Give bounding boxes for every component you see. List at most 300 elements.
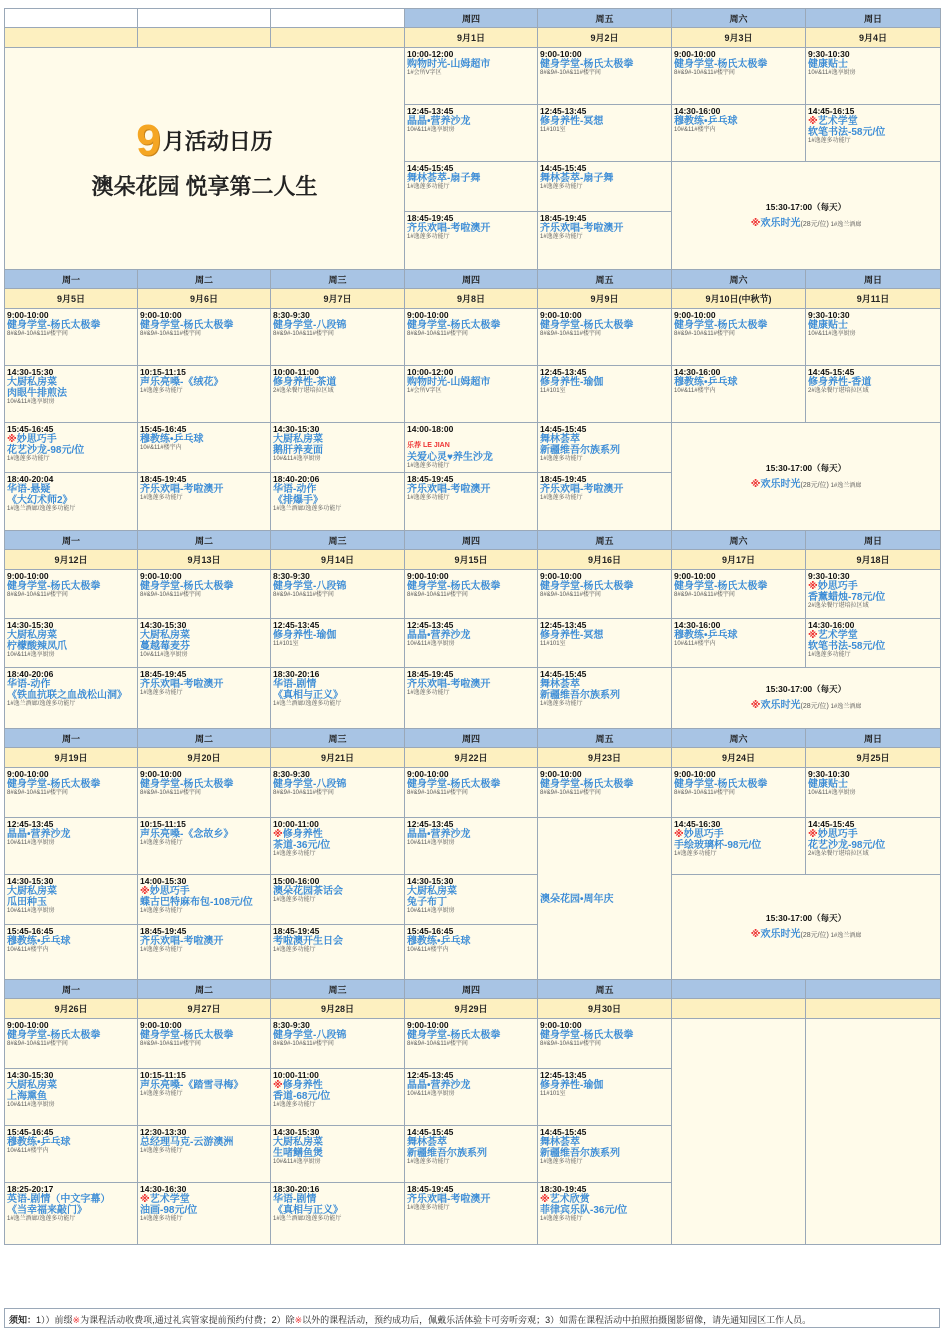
day-cell-wed: [271, 668, 405, 729]
day-cell-sun: [806, 570, 941, 619]
day-cell-fri: [538, 309, 672, 366]
event-location: 1#逸莲多功能厅: [674, 851, 717, 858]
event-location: 10#&11#逸享厨房: [808, 331, 856, 338]
event-name: [273, 1137, 402, 1148]
event-name-text: 晶晶•营养沙龙: [407, 630, 471, 642]
event-location: 1#逸莲多功能厅: [540, 184, 583, 191]
date-sat: 9月24日: [672, 748, 806, 768]
day-cell-sun: [806, 105, 941, 162]
event-name: [140, 1194, 268, 1205]
event-time: 14:45-15:45: [407, 163, 454, 173]
weekday-sat: 周六: [672, 270, 806, 289]
event-location: 1#逸莲多功能厅: [140, 840, 183, 847]
paid-mark-icon: ※: [750, 700, 761, 711]
day-cell-mon: [5, 1019, 138, 1069]
event-location: 10#&11#楼宇内: [7, 947, 49, 954]
event-name-text: 华语-剧情: [273, 679, 317, 691]
day-cell-fri: [538, 162, 672, 212]
event-item: [538, 309, 671, 338]
event-location: 1#逸莲多功能厅: [273, 947, 316, 954]
day-cell-fri: [538, 473, 672, 531]
event-location: 10#&11#楼宇内: [674, 388, 716, 395]
event-name-text: 声乐亮嗓-《念故乡》: [140, 829, 234, 841]
event-item: [672, 366, 805, 395]
event-item: [138, 1069, 270, 1098]
event-item: [405, 366, 537, 395]
event-name-text: 健身学堂-杨氏太极拳: [674, 320, 768, 332]
event-location: 1#逸莲多功能厅: [140, 947, 183, 954]
event-item: [405, 818, 537, 847]
event-time: 9:00-10:00: [407, 1020, 449, 1030]
event-name-text: 健身学堂-杨氏太极拳: [140, 320, 234, 332]
date-tue: 9月13日: [138, 550, 271, 570]
event-location: 10#&11#逸享厨房: [7, 908, 55, 915]
event-location: 8#&9#-10#&11#楼宇间: [140, 331, 201, 338]
event-name: [273, 1194, 402, 1205]
event-location: 1#逸莲多功能厅: [273, 1102, 316, 1109]
event-location: 1#逸兰酒廊/逸莲多功能厅: [7, 506, 76, 513]
event-name: [140, 886, 268, 897]
event-row: [5, 366, 941, 423]
event-time: 9:00-10:00: [674, 769, 716, 779]
event-location: 10#&11#逸享厨房: [808, 70, 856, 77]
event-name-text: 舞林荟萃: [407, 1137, 447, 1149]
weekday-sat: [672, 980, 806, 999]
event-location: 1#逸莲多功能厅: [140, 1148, 183, 1155]
daily-name: 欢乐时光: [760, 478, 801, 490]
event-item: [5, 423, 137, 463]
event-time: 14:30-15:30: [7, 367, 54, 377]
event-name: [140, 581, 268, 592]
event-name-text: 健身学堂-杨氏太极拳: [140, 581, 234, 593]
day-cell-fri: [538, 1019, 672, 1069]
day-cell-tue: [138, 1183, 271, 1245]
day-cell-mon: [5, 570, 138, 619]
event-time: 18:45-19:45: [407, 213, 454, 223]
event-name: [407, 484, 535, 495]
event-time: 14:45-16:15: [808, 106, 855, 116]
event-time: 14:00-18:00: [407, 424, 454, 434]
event-location: 10#&11#楼宇内: [7, 1148, 49, 1155]
date-wed: 9月28日: [271, 999, 405, 1019]
event-name: [7, 1080, 135, 1091]
event-name: [407, 829, 535, 840]
event-name-text: 考啦澳开生日会: [273, 936, 343, 948]
event-time: 18:45-19:45: [407, 1184, 454, 1194]
event-item: [271, 1126, 404, 1166]
day-cell-wed: [271, 1019, 405, 1069]
date-sat: 9月10日(中秋节): [672, 289, 806, 309]
event-time: 18:45-19:45: [407, 669, 454, 679]
event-name: [540, 223, 669, 234]
day-cell-thu: [405, 619, 538, 668]
date-thu: 9月8日: [405, 289, 538, 309]
event-item: [405, 570, 537, 599]
empty-cell: [672, 1019, 806, 1245]
event-time: 9:00-10:00: [540, 49, 582, 59]
event-name-text: 健身学堂-杨氏太极拳: [540, 581, 634, 593]
day-cell-tue: [138, 473, 271, 531]
event-time: 9:00-10:00: [674, 310, 716, 320]
event-time: 14:30-15:30: [7, 876, 54, 886]
weekday-tue: 周二: [138, 980, 271, 999]
day-cell-fri: [538, 1183, 672, 1245]
event-name-text: 艺术学堂: [149, 1194, 190, 1206]
event-location: 10#&11#逸享厨房: [140, 652, 188, 659]
event-name: [7, 1137, 135, 1148]
event-time: 14:30-15:30: [7, 620, 54, 630]
date-fri: 9月16日: [538, 550, 672, 570]
event-location: 8#&9#-10#&11#楼宇间: [7, 790, 68, 797]
weekday-sun: [806, 980, 941, 999]
daily-happy-hour: [672, 423, 941, 531]
event-item: [538, 48, 671, 77]
event-location: 10#&11#逸享厨房: [407, 127, 455, 134]
event-time: 9:00-10:00: [540, 310, 582, 320]
event-time: 18:45-19:45: [540, 213, 587, 223]
daily-happy-hour: [672, 668, 941, 729]
event-location: 1#逸莲多功能厅: [540, 1216, 583, 1223]
day-cell-wed: [271, 1126, 405, 1183]
event-location: 8#&9#-10#&11#楼宇间: [540, 331, 601, 338]
event-item: [271, 925, 404, 954]
event-item: [138, 1183, 270, 1223]
event-time: 14:30-15:30: [407, 876, 454, 886]
event-location: 2#逸朵餐厅堪培拉区域: [808, 388, 869, 395]
event-location: 2#逸朵餐厅堪培拉区域: [808, 851, 869, 858]
event-item: [405, 875, 537, 915]
event-name: [540, 1080, 669, 1091]
event-item: [138, 668, 270, 697]
day-cell-thu: [405, 1069, 538, 1126]
event-item: [5, 818, 137, 847]
date-sat: 9月17日: [672, 550, 806, 570]
event-name-text: 齐乐欢唱-考啦澳开: [407, 223, 491, 235]
weekday-wed: 周三: [271, 980, 405, 999]
event-item: [138, 570, 270, 599]
event-location: 8#&9#-10#&11#楼宇间: [7, 1041, 68, 1048]
event-location: 8#&9#-10#&11#楼宇间: [140, 592, 201, 599]
event-name: [7, 679, 135, 690]
event-item: [271, 1019, 404, 1048]
event-subtitle: 软笔书法-58元/位: [808, 641, 886, 653]
daily-detail: [800, 222, 861, 228]
event-item: [5, 875, 137, 915]
calendar-table: [4, 8, 941, 1245]
event-item: [405, 162, 537, 191]
event-location: 2#逸朵餐厅堪培拉区域: [808, 603, 869, 610]
event-location: 1#逸莲多功能厅: [273, 897, 316, 904]
event-name-text: 购物时光-山姆超市: [407, 377, 491, 389]
event-name: [808, 116, 938, 127]
event-item: [5, 1183, 137, 1223]
event-time: 18:45-19:45: [140, 474, 187, 484]
daily-time: 15:30-17:00（每天）: [765, 462, 847, 473]
event-time: 9:00-10:00: [540, 571, 582, 581]
note-part2: 为课程活动收费项,通过礼宾管家提前预约付费；2）除: [80, 1315, 295, 1325]
event-name: [140, 679, 268, 690]
event-name-text: 齐乐欢唱-考啦澳开: [407, 484, 491, 496]
event-location: 10#&11#逸享厨房: [407, 840, 455, 847]
event-row: [5, 48, 941, 105]
event-name-text: 齐乐欢唱-考啦澳开: [540, 484, 624, 496]
day-cell-wed: [271, 1069, 405, 1126]
weekday-tue: 周二: [138, 729, 271, 748]
event-name: [407, 936, 535, 947]
event-name-text: 健身学堂-杨氏太极拳: [7, 320, 101, 332]
event-time: 12:30-13:30: [140, 1127, 187, 1137]
event-name-text: 大厨私房菜: [7, 886, 57, 898]
event-name: [7, 779, 135, 790]
event-item: [806, 619, 940, 659]
event-name-text: 妙思巧手: [817, 581, 858, 593]
event-subtitle: 上海熏鱼: [7, 1091, 47, 1103]
event-item: [806, 105, 940, 145]
event-subtitle: 《当幸福来敲门》: [7, 1205, 87, 1217]
event-subtitle: 手绘玻璃杯-98元/位: [674, 840, 762, 852]
event-time: 8:30-9:30: [273, 1020, 310, 1030]
event-location: 1#逸莲多功能厅: [407, 1159, 450, 1166]
date-fri: 9月9日: [538, 289, 672, 309]
date-thu: 9月15日: [405, 550, 538, 570]
event-name: [273, 1030, 402, 1041]
date-tue: 9月27日: [138, 999, 271, 1019]
day-cell-tue: [138, 1019, 271, 1069]
event-item: [271, 875, 404, 904]
event-name: [407, 630, 535, 641]
date-sat: 9月3日: [672, 28, 806, 48]
event-location: 8#&9#-10#&11#楼宇间: [407, 592, 468, 599]
event-subtitle: 《排爆手》: [273, 495, 323, 507]
event-subtitle: 兔子布丁: [407, 897, 447, 909]
event-item: [405, 212, 537, 241]
event-item: [806, 309, 940, 338]
weekday-header-row: [5, 531, 941, 550]
event-location: 8#&9#-10#&11#楼宇间: [407, 331, 468, 338]
weekday-wed: 周三: [271, 270, 405, 289]
event-name: [540, 1194, 669, 1205]
event-name-text: 齐乐欢唱-考啦澳开: [540, 223, 624, 235]
event-time: 10:00-12:00: [407, 367, 454, 377]
event-location: 10#&11#楼宇内: [674, 641, 716, 648]
paid-mark-icon: ※: [750, 478, 761, 490]
weekday-thu: 周四: [405, 531, 538, 550]
weekday-mon: 周一: [5, 980, 138, 999]
event-item: [5, 570, 137, 599]
event-item: [405, 768, 537, 797]
event-item: [5, 366, 137, 406]
event-item: [806, 818, 940, 858]
day-cell-thu: [405, 309, 538, 366]
weekday-mon: 周一: [5, 729, 138, 748]
paid-mark-icon: ※: [540, 1194, 550, 1206]
event-time: 10:15-11:15: [140, 819, 186, 829]
event-item: [672, 570, 805, 599]
event-item: [271, 818, 404, 858]
event-location: 1#逸莲多功能厅: [140, 1216, 183, 1223]
event-name-text: 修身养性: [282, 829, 323, 841]
date-mon: 9月12日: [5, 550, 138, 570]
day-cell-tue: [138, 423, 271, 473]
event-name: [540, 484, 669, 495]
event-name-text: 声乐亮嗓-《踏雪寻梅》: [140, 1080, 244, 1092]
day-cell-wed: [271, 473, 405, 531]
event-location: 8#&9#-10#&11#楼宇间: [7, 592, 68, 599]
event-time: 14:45-15:45: [540, 163, 587, 173]
day-cell-fri: [538, 366, 672, 423]
day-cell-sat: [672, 818, 806, 875]
day-cell-tue: [138, 309, 271, 366]
event-name-text: 穆教练•乒乓球: [7, 1137, 71, 1149]
event-name-text: 声乐亮嗓-《绒花》: [140, 377, 224, 389]
event-row: [5, 619, 941, 668]
event-name: [140, 1030, 268, 1041]
event-name-text: 健身学堂-杨氏太极拳: [7, 1030, 101, 1042]
weekday-thu: 周四: [405, 729, 538, 748]
date-wed: 9月21日: [271, 748, 405, 768]
event-time: 14:30-16:00: [674, 106, 721, 116]
event-subtitle: 香道-68元/位: [273, 1091, 331, 1103]
event-location: 1#逸莲多功能厅: [407, 495, 450, 502]
event-time: 18:40-20:04: [7, 474, 54, 484]
event-name-text: 晶晶•营养沙龙: [407, 829, 471, 841]
event-location: 8#&9#-10#&11#楼宇间: [273, 790, 334, 797]
day-cell-tue: [138, 1069, 271, 1126]
event-name-text: 穆教练•乒乓球: [674, 377, 738, 389]
date-mon: 9月5日: [5, 289, 138, 309]
event-name-text: 健康贴士: [808, 59, 848, 71]
event-location: 10#&11#逸享厨房: [7, 399, 55, 406]
event-item: [405, 1126, 537, 1166]
event-name: [273, 630, 402, 641]
event-name-text: 健身学堂-八段锦: [273, 581, 347, 593]
event-name: [407, 1137, 535, 1148]
event-location: 8#&9#-10#&11#楼宇间: [674, 70, 735, 77]
day-cell-sat: [672, 366, 806, 423]
event-item: [271, 473, 404, 513]
event-time: 18:45-19:45: [140, 926, 187, 936]
event-name: [407, 679, 535, 690]
event-location: 1#逸莲多功能厅: [407, 234, 450, 241]
event-name: [808, 581, 938, 592]
day-cell-sat: [672, 619, 806, 668]
event-subtitle: 瓜田种玉: [7, 897, 47, 909]
event-name: [540, 894, 669, 905]
event-name-text: 华语-悬疑: [7, 484, 51, 496]
weekday-thu: 周四: [405, 9, 538, 28]
event-name-text: 穆教练•乒乓球: [140, 434, 204, 446]
event-time: 14:30-15:30: [7, 1070, 54, 1080]
footer-note: [4, 1308, 940, 1328]
day-cell-thu: [405, 925, 538, 980]
day-cell-thu: [405, 1126, 538, 1183]
event-name: [407, 173, 535, 184]
weekday-header-row: [5, 9, 941, 28]
date-wed: 9月7日: [271, 289, 405, 309]
day-cell-mon: [5, 423, 138, 473]
event-name: [273, 1080, 402, 1091]
daily-location: 1#逸兰酒廊: [830, 704, 862, 710]
event-name-text: 舞林荟萃: [540, 1137, 580, 1149]
event-row: [5, 875, 941, 925]
weekday-fri: 周五: [538, 980, 672, 999]
event-name: [140, 1080, 268, 1091]
event-item: [5, 1069, 137, 1109]
event-name-text: 健身学堂-杨氏太极拳: [407, 581, 501, 593]
event-subtitle: 新疆维吾尔族系列: [540, 1148, 620, 1160]
event-name: [7, 829, 135, 840]
event-name: [407, 886, 535, 897]
event-location: 10#&11#楼宇内: [140, 445, 182, 452]
date-sat: [672, 999, 806, 1019]
event-item: [271, 1183, 404, 1223]
event-name: [674, 59, 803, 70]
weekday-mon: 周一: [5, 531, 138, 550]
day-cell-mon: [5, 818, 138, 875]
event-time: 10:00-12:00: [407, 49, 454, 59]
event-name-text: 艺术学堂: [817, 630, 858, 642]
event-location: 1#逸莲多功能厅: [407, 462, 450, 469]
event-item: [538, 473, 671, 502]
event-subtitle: 蝶古巴特麻布包-108元/位: [140, 897, 253, 909]
event-location: 1#逸兰酒廊/逸莲多功能厅: [7, 701, 76, 708]
event-subtitle: 新疆维吾尔族系列: [540, 445, 620, 457]
event-item: [538, 1069, 671, 1098]
empty-cell: [806, 1019, 941, 1245]
event-subtitle: 肉眼牛排煎法: [7, 388, 67, 400]
event-name-text: 修身养性-瑜伽: [273, 630, 337, 642]
event-time: 9:00-10:00: [140, 310, 182, 320]
event-time: 12:45-13:45: [407, 1070, 454, 1080]
event-item: [138, 768, 270, 797]
event-item: [138, 925, 270, 954]
day-cell-fri: [538, 48, 672, 105]
event-name: [674, 377, 803, 388]
event-item: [806, 768, 940, 797]
event-item: [672, 309, 805, 338]
day-cell-mon: [5, 473, 138, 531]
event-name: [540, 679, 669, 690]
paid-mark-icon: ※: [294, 1315, 303, 1325]
event-name-text: 修身养性: [282, 1080, 323, 1092]
event-name-text: 齐乐欢唱-考啦澳开: [140, 484, 224, 496]
event-subtitle: 《真相与正义》: [273, 690, 343, 702]
event-location: 8#&9#-10#&11#楼宇间: [7, 331, 68, 338]
event-item: [405, 423, 537, 470]
note-part1: 1））前缀: [36, 1315, 73, 1325]
day-cell-mon: [5, 925, 138, 980]
date-fri: 9月23日: [538, 748, 672, 768]
event-location: 1#逸莲多功能厅: [540, 1159, 583, 1166]
event-time: 14:45-15:45: [808, 367, 855, 377]
event-item: [405, 925, 537, 954]
event-row: [5, 818, 941, 875]
event-time: 18:45-19:45: [540, 474, 587, 484]
event-location: 1#逸莲多功能厅: [540, 456, 583, 463]
event-time: 15:45-16:45: [407, 926, 454, 936]
event-name-text: 齐乐欢唱-考啦澳开: [407, 679, 491, 691]
event-subtitle: 蔓越莓麦芬: [140, 641, 190, 653]
event-name-text: 大厨私房菜: [7, 630, 57, 642]
date-thu: 9月1日: [405, 28, 538, 48]
event-row: [5, 668, 941, 729]
event-name-text: 大厨私房菜: [7, 377, 57, 389]
daily-happy-hour: [672, 162, 941, 270]
daily-name: 欢乐时光: [760, 929, 801, 940]
event-item: [138, 473, 270, 502]
event-location: 1#逸莲多功能厅: [140, 388, 183, 395]
event-name: [7, 630, 135, 641]
